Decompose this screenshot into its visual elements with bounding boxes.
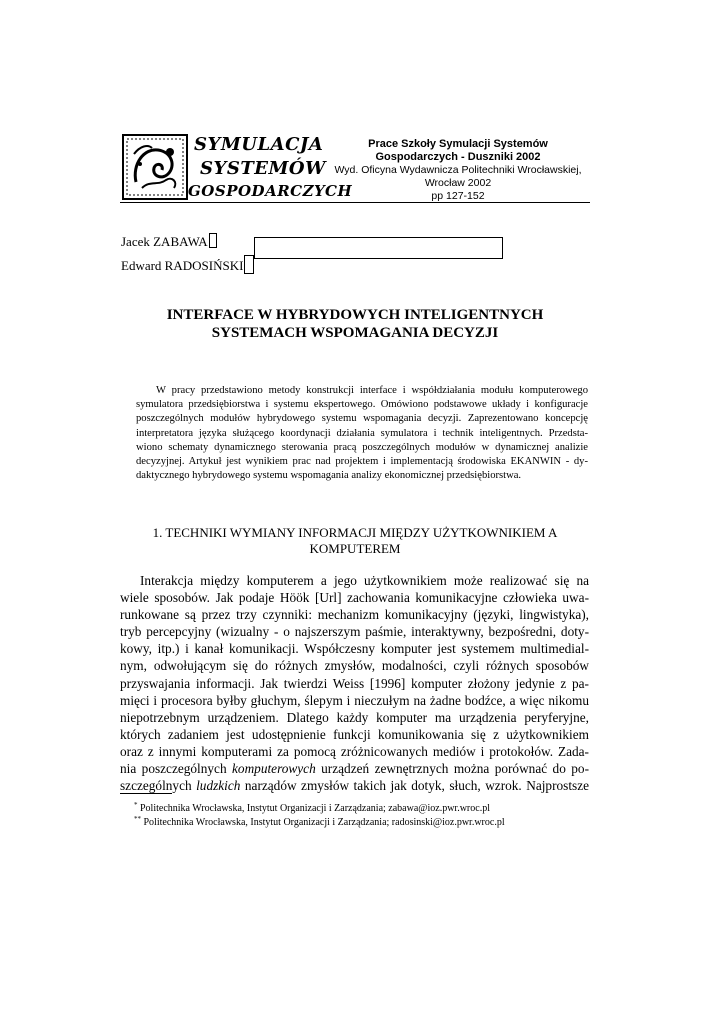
page-range: pp 127-152 (431, 190, 485, 202)
logo-line-3: GOSPODARCZYCH (188, 182, 353, 200)
footnote-separator (120, 793, 172, 794)
body-line (120, 760, 589, 777)
pub-title-line1: Prace Szkoły Symulacji Systemów (368, 138, 548, 150)
header-divider (120, 202, 590, 203)
abstract-line: interpretatora języka służącego koordynacji działania symulatora i technik inteligentnych. Przedsta- (136, 427, 588, 439)
body-line: wiele sposobów. Jak podaje Höök [Url] zachowania komunikacyjne człowieka uwa- (120, 590, 589, 606)
logo-line-1: SYMULACJA (194, 134, 324, 155)
blank-frame (254, 237, 503, 259)
body-line: runkowane są przez trzy czynniki: mechanizm komunikacyjny (języki, lingwistyka), (120, 607, 589, 623)
abstract-line: wiono schematy dynamicznego sterowania pracą poszczególnych modułów w dynamicznej analizie (136, 441, 588, 453)
ornamental-emblem-icon (122, 134, 188, 200)
body-line (120, 777, 589, 794)
emphasis-ludzkich: ludzkich (196, 778, 241, 794)
abstract-line: poszczególnych modułów hybrydowego systemu wspomagania decyzji. Zaprezentowano koncepcję (136, 413, 588, 425)
publication-info (326, 138, 590, 203)
body-line: niepotrzebnym urządzeniem. Dlatego każdy komputer ma urządzenia peryferyjne, (120, 709, 589, 725)
body-text-fragment: urządzeń zewnętrznych można porównać do po- (315, 761, 590, 777)
abstract (136, 384, 588, 483)
author-1 (121, 233, 217, 250)
abstract-line: symulatora przedsiębiorstwa i systemu ekspertowego. Omówiono podstawowe układy i konfiguracje (136, 399, 588, 411)
body-line: przyswajania informacji. Jak twierdzi Weiss [1996] komputer złożony jedynie z pa- (120, 675, 589, 691)
body-line: tryb percepcyjny (wizualny - o najszerszym paśmie, interaktywny, bezpośredni, doty- (120, 624, 589, 640)
body-text-fragment: szczególnych (120, 778, 197, 794)
author-2-footnote-marker (244, 255, 254, 274)
body-text-fragment: nia poszczególnych (120, 761, 233, 777)
body-line: Interakcja między komputerem a jego użytkownikiem może realizować się na (140, 573, 589, 588)
body-line: mięci i procesora byłby głuchym, ślepym i nieczułym na żadne bodźce, a więc nikomu (120, 692, 589, 708)
footnote-1-mark: * (134, 801, 138, 809)
logo-line-2: SYSTEMÓW (200, 158, 326, 179)
section-heading-line-2: KOMPUTEREM (309, 541, 401, 556)
abstract-line: decyzyjnej. Artykuł jest wynikiem prac nad projektem i implementacją środowiska EKANWIN - dy- (136, 456, 588, 468)
place-year: Wrocław 2002 (424, 177, 492, 189)
abstract-line: W pracy przedstawiono metody konstrukcji interface i współdziałania modułu komputerowego (156, 385, 588, 396)
body-line: których zadaniem jest udostępnienie funkcji komunikowania się z użytkownikiem (120, 726, 589, 742)
body-text-fragment: narządów zmysłów takich jak dotyk, słuch, wzrok. Najprostsze (240, 778, 589, 794)
author-2-name: Edward RADOSIŃSKI (121, 258, 244, 273)
abstract-line: daktycznego hybrydowego systemu wspomagania analizy ekonomicznej przedsiębiorstwa. (136, 470, 522, 482)
footnote-2 (134, 813, 505, 829)
body-line: oraz z innymi komputerami za pomocą zróżnicowanych mediów i protokołów. Zada- (120, 743, 589, 759)
pub-title-line2: Gospodarczych - Duszniki 2002 (375, 151, 541, 163)
publisher: Wyd. Oficyna Wydawnicza Politechniki Wrocławskiej, (334, 164, 582, 176)
footnote-2-mark: ** (134, 815, 141, 823)
title-line-2: SYSTEMACH WSPOMAGANIA DECYZJI (211, 325, 499, 341)
footnote-2-text: Politechnika Wrocławska, Instytut Organizacji i Zarządzania; radosinski@ioz.pwr.wroc.pl (141, 817, 505, 828)
title-line-1: INTERFACE W HYBRYDOWYCH INTELIGENTNYCH (166, 307, 544, 323)
author-2 (121, 255, 254, 274)
body-paragraph (120, 572, 589, 794)
author-1-footnote-marker (209, 233, 217, 248)
section-heading-line-1: 1. TECHNIKI WYMIANY INFORMACJI MIĘDZY UŻYTKOWNIKIEM A (152, 525, 558, 540)
section-heading (120, 525, 590, 557)
school-logo (122, 132, 353, 204)
body-line: nym, odwołującym się do różnych zmysłów, modalności, czyli różnych sposobów (120, 658, 589, 674)
footnote-1-text: Politechnika Wrocławska, Instytut Organizacji i Zarządzania; zabawa@ioz.pwr.wroc.pl (137, 803, 490, 814)
body-line: kowy, itp.) i kanał komunikacji. Współczesny komputer jest systemem multimedial- (120, 641, 589, 657)
paper-title (120, 306, 590, 342)
emphasis-komputerowych: komputerowych (232, 761, 316, 777)
author-1-name: Jacek ZABAWA (121, 234, 208, 249)
